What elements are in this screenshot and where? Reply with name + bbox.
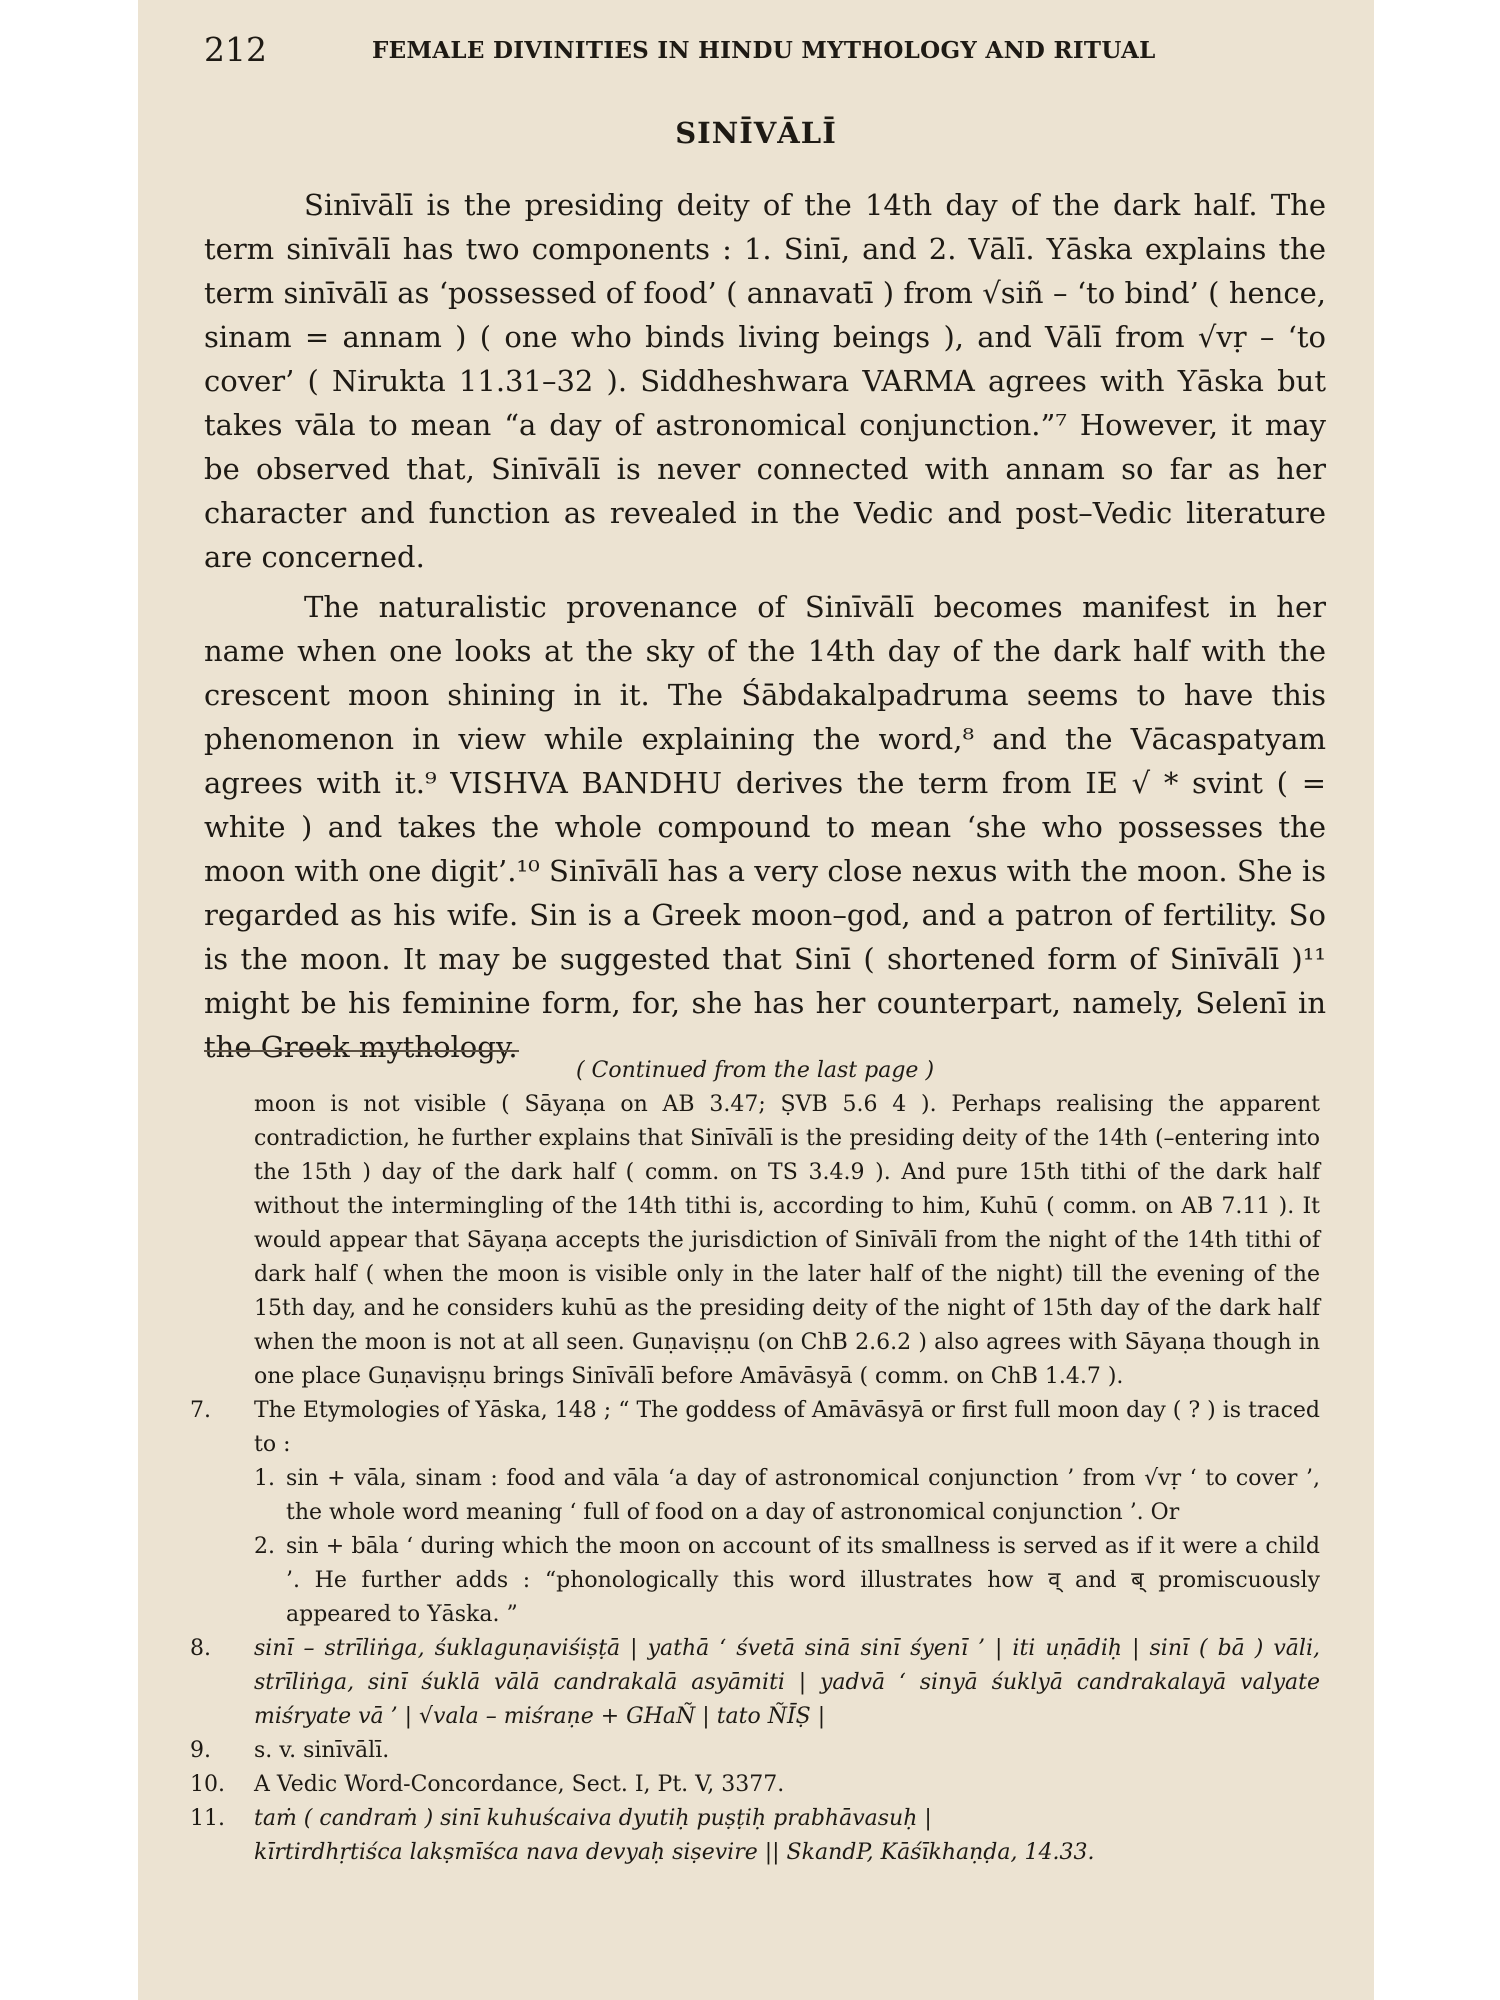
footnote-text: taṁ ( candraṁ ) sinī kuhuścaiva dyutiḥ puṣṭiḥ prabhāvasuḥ | xyxy=(254,1806,932,1831)
page-number: 212 xyxy=(204,30,267,69)
footnote-separator xyxy=(204,1050,519,1052)
footnote-subitem xyxy=(254,1530,1320,1632)
body-paragraph: Sinīvālī is the presiding deity of the 14th day of the dark half. The term sinīvālī has two components : 1. Sinī, and 2. Vālī. Yāska explains the term sinīvālī as ‘possessed of food’ ( annavatī ) from √siñ – ‘to bind’ ( hence, sinam = annam ) ( one who binds living beings ), and Vālī from √vṛ – ‘to cover’ ( Nirukta 11.31–32 ). Siddheshwara VARMA agrees with Yāska but takes vāla to mean “a day of astronomical conjunction.”⁷ However, it may be observed that, Sinīvālī is never connected with annam so far as her character and function as revealed in the Vedic and post–Vedic literature are concerned. xyxy=(204,188,1326,574)
footnote-number: 7. xyxy=(190,1398,211,1423)
continued-footnote: moon is not visible ( Sāyaṇa on AB 3.47; ṢVB 5.6 4 ). Perhaps realising the apparent contradiction, he further explains that Sinīvālī is the presiding deity of the 14th (–entering into the 15th ) day of the dark half ( comm. on TS 3.4.9 ). And pure 15th tithi of the dark half without the intermingling of the 14th tithi is, according to him, Kuhū ( comm. on AB 7.11 ). It would appear that Sāyaṇa accepts the jurisdiction of Sinīvālī from the night of the 14th tithi of dark half ( when the moon is visible only in the later half of the night) till the evening of the 15th day, and he considers kuhū as the presiding deity of the night of 15th day of the dark half when the moon is not at all seen. Guṇaviṣṇu (on ChB 2.6.2 ) also agrees with Sāyaṇa though in one place Guṇaviṣṇu brings Sinīvālī before Amāvāsyā ( comm. on ChB 1.4.7 ). xyxy=(254,1092,1320,1389)
footnote-8 xyxy=(190,1632,1320,1734)
footnotes xyxy=(190,1054,1320,1870)
body-text xyxy=(204,183,1326,1075)
footnote-text: A Vedic Word-Concordance, Sect. I, Pt. V, 3377. xyxy=(254,1772,785,1797)
footnote-number: 8. xyxy=(190,1636,211,1661)
section-title: SINĪVĀLĪ xyxy=(675,116,837,150)
footnote-number: 9. xyxy=(190,1738,211,1763)
footnote-text: s. v. sinīvālī. xyxy=(254,1738,390,1763)
footnote-9 xyxy=(190,1734,1320,1768)
continued-label: ( Continued from the last page ) xyxy=(575,1058,935,1083)
running-title: FEMALE DIVINITIES IN HINDU MYTHOLOGY AND RITUAL xyxy=(372,37,1156,64)
footnote-number: 11. xyxy=(190,1806,225,1831)
footnote-10 xyxy=(190,1768,1320,1802)
footnote-number: 10. xyxy=(190,1772,225,1797)
footnote-subitem xyxy=(254,1462,1320,1530)
subitem-text: sin + vāla, sinam : food and vāla ‘a day of astronomical conjunction ’ from √vṛ ‘ to cover ’, the whole word meaning ‘ full of food on a day of astronomical conjunction ’. Or xyxy=(286,1466,1320,1525)
subitem-number: 2. xyxy=(254,1534,275,1559)
footnote-text-line2: kīrtirdhṛtiśca lakṣmīśca nava devyaḥ siṣevire || SkandP, Kāśīkhaṇḍa, 14.33. xyxy=(254,1840,1095,1865)
footnote-text: The Etymologies of Yāska, 148 ; “ The goddess of Amāvāsyā or first full moon day ( ? ) is traced to : xyxy=(254,1398,1320,1457)
page-header xyxy=(204,28,1304,72)
footnote-7 xyxy=(190,1394,1320,1632)
body-paragraph: The naturalistic provenance of Sinīvālī becomes manifest in her name when one looks at the sky of the 14th day of the dark half with the crescent moon shining in it. The Śābdakalpadruma seems to have this phenomenon in view while explaining the word,⁸ and the Vācaspatyam agrees with it.⁹ VISHVA BANDHU derives the term from IE √ * svint ( = white ) and takes the whole compound to mean ‘she who possesses the moon with one digit’.¹⁰ Sinīvālī has a very close nexus with the moon. She is regarded as his wife. Sin is a Greek moon–god, and a patron of fertility. So is the moon. It may be suggested that Sinī ( shortened form of Sinīvālī )¹¹ might be his feminine form, for, she has her counterpart, namely, Selenī in the Greek mythology. xyxy=(204,590,1326,1064)
footnote-11 xyxy=(190,1802,1320,1870)
footnote-text: sinī – strīliṅga, śuklaguṇaviśiṣṭā | yathā ‘ śvetā sinā sinī śyenī ’ | iti uṇādiḥ | sinī ( bā ) vāli, strīliṅga, sinī śuklā vālā candrakalā asyāmiti | yadvā ‘ sinyā śuklyā candrakalayā valyate miśryate vā ’ | √vala – miśraṇe + GHaÑ | tato ÑĪṢ | xyxy=(254,1636,1320,1729)
subitem-text: sin + bāla ‘ during which the moon on account of its smallness is served as if it were a child ’. He further adds : “phonologically this word illustrates how व् and ब् promiscuously appeared to Yāska. ” xyxy=(286,1534,1320,1627)
subitem-number: 1. xyxy=(254,1466,275,1491)
book-page xyxy=(138,0,1374,2000)
